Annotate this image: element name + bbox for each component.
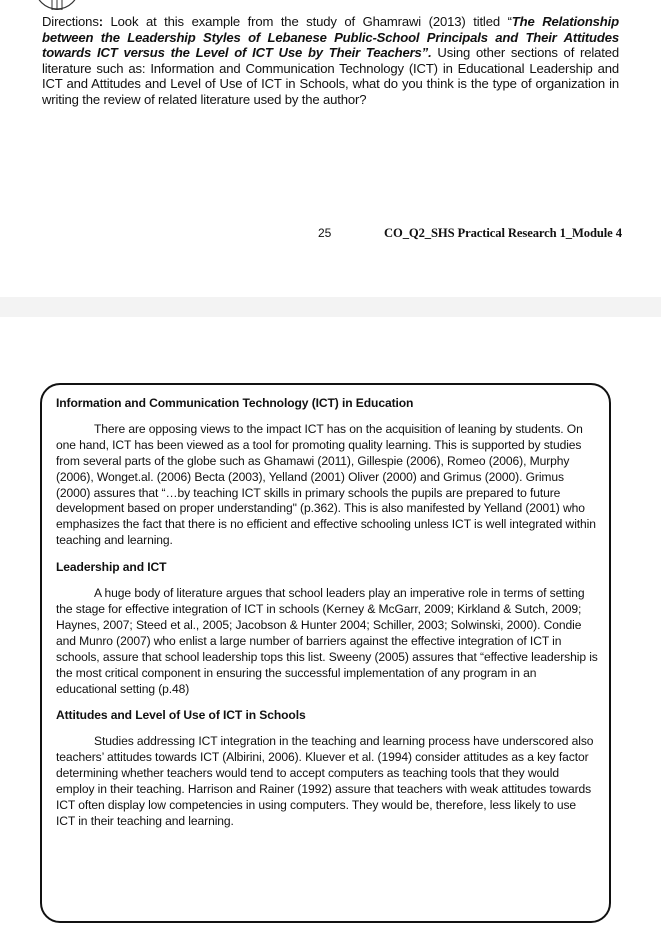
section-heading-attitudes-ict: Attitudes and Level of Use of ICT in Schools bbox=[56, 708, 306, 723]
literature-excerpt-box bbox=[40, 383, 611, 923]
directions-body: Using other sections of related literature such as: Information and Communication Technology (ICT) in Educational Leadership and ICT and Attitudes and Level of Use of ICT in Schools, what do you think is the type of organization in writing the review of related literature used by the author? bbox=[42, 45, 619, 107]
circle-book-icon bbox=[34, 0, 80, 10]
module-code: CO_Q2_SHS Practical Research 1_Module 4 bbox=[384, 226, 622, 240]
literature-content bbox=[56, 396, 598, 841]
section-paragraph-ict-education: There are opposing views to the impact ICT has on the acquisition of leaning by students. On one hand, ICT has been viewed as a tool for promoting quality learning. This is supported by studies from several parts of the globe such as Ghamawi (2011), Gillespie (2006), Romeo (2006), Murphy (2006), Wonget.al. (2006) Becta (2003), Yelland (2001) Oliver (2000) and Grimus (2000). Grimus (2000) assures that “…by teaching ICT skills in primary schools the pupils are prepared to future development based on proper understanding" (p.362). This is also manifested by Yelland (2001) who emphasizes the fact that there is no efficient and effective schooling unless ICT is well integrated within teaching and learning. bbox=[56, 421, 596, 548]
section-heading-ict-education: Information and Communication Technology (ICT) in Education bbox=[56, 396, 414, 410]
directions-text bbox=[42, 14, 619, 107]
section-heading-leadership-ict: Leadership and ICT bbox=[56, 560, 167, 575]
section-paragraph-attitudes-ict: Studies addressing ICT integration in the teaching and learning process have underscored also teachers’ attitudes towards ICT (Albirini, 2006). Kluever et al. (1994) consider attitudes as a key factor determining whether teachers would tend to accept computers as teaching tools that they would employ in their teaching. Harrison and Rainer (1992) assure that teachers with weak attitudes towards ICT often display low competencies in using computers. They would be, therefore, less likely to use ICT in their teaching and learning. bbox=[56, 734, 594, 828]
directions-colon: : bbox=[98, 14, 103, 29]
page-top bbox=[0, 0, 661, 297]
page-footer bbox=[0, 225, 661, 241]
study-title: The Relationship between the Leadership Styles of Lebanese Public-School Principals and Their Attitudes towards ICT versus the Level of ICT Use by Their Teachers”. bbox=[42, 14, 619, 60]
section-paragraph-leadership-ict: A huge body of literature argues that school leaders play an imperative role in terms of setting the stage for effective integration of ICT in schools (Kerney & McGarr, 2009; Kirkland & Sutch, 2009; Haynes, 2007; Steed et al., 2005; Jacobson & Hunter 2004; Schiller, 2003; Solwinski, 2000). Condie and Munro (2007) who enlist a large number of barriers against the effective integration of ICT in schools, assure that school leadership tops this list. Sweeny (2005) assures that “effective leadership is the most critical component in ensuring the successful implementation of any program in an educational setting (p.48) bbox=[56, 586, 598, 696]
page-separator bbox=[0, 297, 661, 317]
page-number: 25 bbox=[318, 226, 332, 240]
directions-label: Directions bbox=[42, 14, 99, 29]
directions-intro: Look at this example from the study of Ghamrawi (2013) titled “ bbox=[102, 14, 512, 29]
